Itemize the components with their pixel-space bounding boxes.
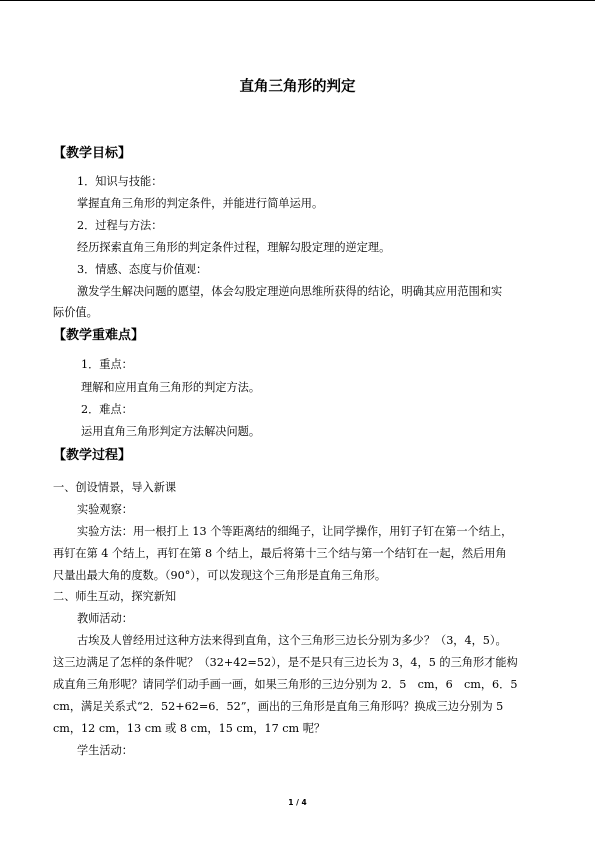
page-title: 直角三角形的判定 (239, 79, 356, 95)
paragraph-line: cm，满足关系式“2．52+62=6．52”，画出的三角形是直角三角形吗？换成三边分别为 5 (53, 700, 504, 713)
paragraph-line: 一、创设情景，导入新课 (53, 481, 177, 494)
paragraph-line: 3．情感、态度与价值观： (77, 263, 208, 276)
paragraph-line: 教师活动： (77, 612, 133, 625)
header-rule (0, 0, 595, 1)
paragraph-line: 二、师生互动，探究新知 (53, 590, 177, 603)
paragraph-line: 古埃及人曾经用过这种方法来得到直角，这个三角形三边长分别为多少？（3，4，5）。 (77, 634, 507, 647)
section-heading-objectives: 【教学目标】 (53, 146, 132, 161)
paragraph-line: 激发学生解决问题的愿望，体会勾股定理逆向思维所获得的结论，明确其应用范围和实 (77, 285, 503, 298)
paragraph-line: 运用直角三角形判定方法解决问题。 (81, 425, 261, 438)
paragraph-line: 1．知识与技能： (77, 175, 163, 188)
paragraph-line: 实验观察： (77, 503, 133, 516)
paragraph-line: cm，12 cm，13 cm 或 8 cm，15 cm，17 cm 呢？ (53, 722, 326, 735)
paragraph-line: 经历探索直角三角形的判定条件过程，理解勾股定理的逆定理。 (77, 241, 391, 254)
paragraph-line: 掌握直角三角形的判定条件，并能进行简单运用。 (77, 197, 324, 210)
section-heading-key-points: 【教学重难点】 (53, 328, 145, 343)
paragraph-line: 1．重点： (81, 358, 133, 371)
page-number: 1 / 4 (288, 798, 307, 807)
paragraph-line: 成直角三角形呢？请同学们动手画一画，如果三角形的三边分别为 2．5 cm，6 cm，6．5 (53, 678, 518, 691)
paragraph-line: 际价值。 (53, 306, 98, 319)
paragraph-line: 2．难点： (81, 403, 133, 416)
paragraph-line: 尺量出最大角的度数。（90°），可以发现这个三角形是直角三角形。 (53, 569, 387, 582)
section-heading-process: 【教学过程】 (53, 448, 132, 463)
paragraph-line: 学生活动： (77, 744, 133, 757)
paragraph-line: 再钉在第 4 个结上，再钉在第 8 个结上，最后将第十三个结与第一个结钉在一起，然后用角 (53, 547, 507, 560)
paragraph-line: 这三边满足了怎样的条件呢？（32+42=52），是不是只有三边长为 3，4，5 的三角形才能构 (53, 656, 518, 669)
paragraph-line: 实验方法：用一根打上 13 个等距离结的细绳子，让同学操作，用钉子钉在第一个结上， (77, 525, 513, 538)
paragraph-line: 理解和应用直角三角形的判定方法。 (81, 381, 261, 394)
paragraph-line: 2．过程与方法： (77, 219, 163, 232)
